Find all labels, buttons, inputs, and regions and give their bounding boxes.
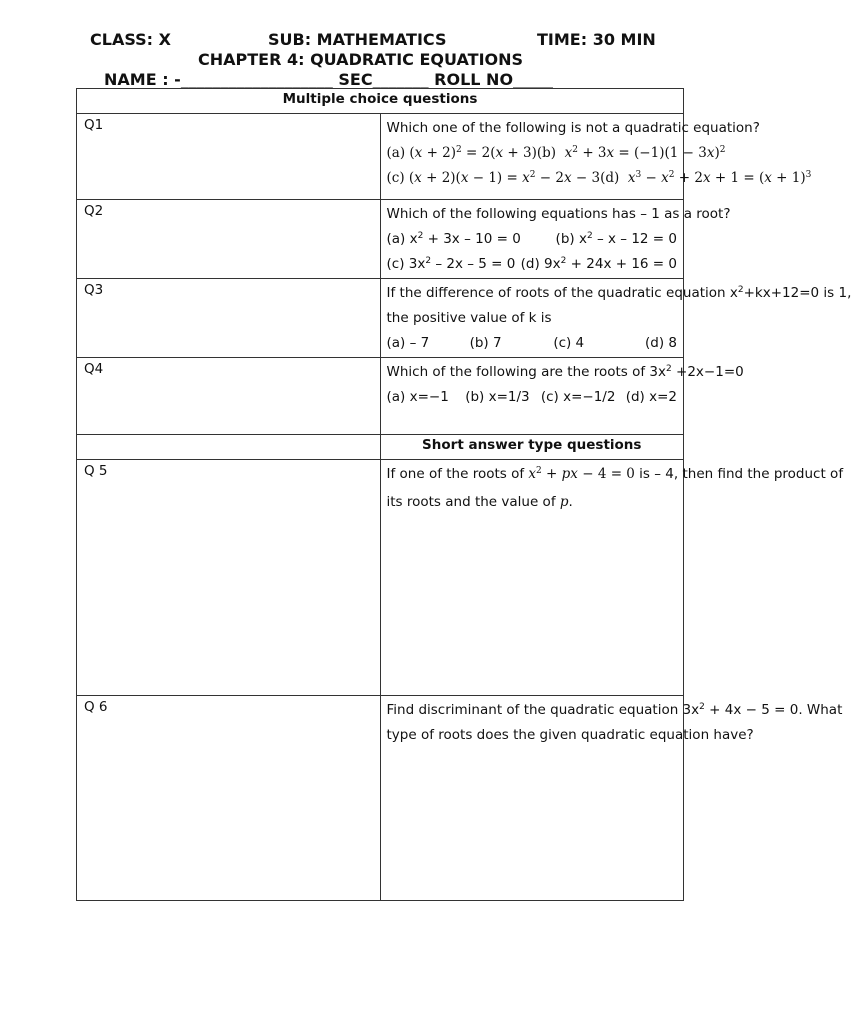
question-body [380,114,812,200]
question-row-q3 [77,279,684,358]
question-row-q6 [77,696,684,901]
question-text: Which of the following equations has – 1 as a root? [386,206,731,222]
options-row [387,253,678,278]
option-d: (d) $9x^2 + 24x + 16 = 0$ [520,256,677,272]
question-number: Q1 [77,114,381,200]
mcq-section-title: Multiple choice questions [77,89,684,114]
time-label: TIME: 30 MIN [537,30,656,49]
question-body [380,460,844,696]
option-a: (a) – 7 [386,335,430,351]
options-row [387,386,678,411]
question-text-cont: type of roots does the given quadratic equation have? [386,727,754,743]
option-d: (d) x=2 [625,389,677,405]
student-info-line: NAME : -___________________ SEC_______ ROLL NO_____ [104,70,554,89]
chapter-title: CHAPTER 4: QUADRATIC EQUATIONS [198,50,524,69]
option-b: (b) x=1/3 [465,389,530,405]
option-b: (b) $x^2 - x - 12 = 0$ [555,231,677,247]
question-text-cont: the positive value of k is [386,310,552,326]
option-b: (b) 7 [469,335,502,351]
option-c: (c) x=−1/2 [540,389,616,405]
roll-label: ROLL NO [434,70,514,89]
option-a: (a) x=−1 [386,389,449,405]
question-text: Find discriminant of the quadratic equation $3x^2 + 4x - 5 = 0$. What [386,702,843,718]
option-b: (b) $x^2 + 3x = (-1)(1 - 3x)^2$ [536,145,726,161]
options-row [386,167,812,192]
question-body [380,696,843,901]
options-row [387,332,678,357]
question-text-cont: its roots and the value of p. [386,494,573,510]
subject-label: SUB: MATHEMATICS [268,30,447,49]
question-body [380,200,731,279]
option-d: (d) 8 [645,335,677,351]
option-d: (d) $x^3 - x^2 + 2x + 1 = (x + 1)^3$ [600,170,812,186]
class-label: CLASS: X [90,30,171,49]
option-c: (c) $(x + 2)(x - 1) = x^2 - 2x - 3$ [386,170,601,186]
options-row [386,142,726,167]
option-c: (c) 4 [553,335,585,351]
question-text: If the difference of roots of the quadratic equation $x^2+kx+12=0$ is 1, [386,285,851,301]
option-a: (a) $x^2 + 3x - 10 = 0$ [386,231,521,247]
question-number: Q3 [77,279,381,358]
section-label: SEC [338,70,373,89]
question-number: Q2 [77,200,381,279]
question-text: Which one of the following is not a quadratic equation? [386,120,760,136]
question-row-q4 [77,358,684,435]
question-row-q1 [77,114,684,200]
question-body [380,279,851,358]
option-c: (c) $3x^2 - 2x - 5 = 0$ [386,256,516,272]
options-row [387,228,678,253]
empty-cell [77,435,381,460]
question-row-q2 [77,200,684,279]
question-number: Q4 [77,358,381,435]
question-number: Q 5 [77,460,381,696]
short-answer-section-title: Short answer type questions [380,435,684,460]
option-a: (a) $(x + 2)^2 = 2(x + 3)$ [386,145,537,161]
question-body [380,358,744,435]
question-text: If one of the roots of $x^2$ + px − 4 = 0 is – 4, then find the product of [386,466,844,482]
name-label: NAME : - [104,70,181,89]
question-row-q5 [77,460,684,696]
question-text: Which of the following are the roots of $3x^2 +2x-1=0$ [386,364,744,380]
question-number: Q 6 [77,696,381,901]
question-table [76,88,851,901]
